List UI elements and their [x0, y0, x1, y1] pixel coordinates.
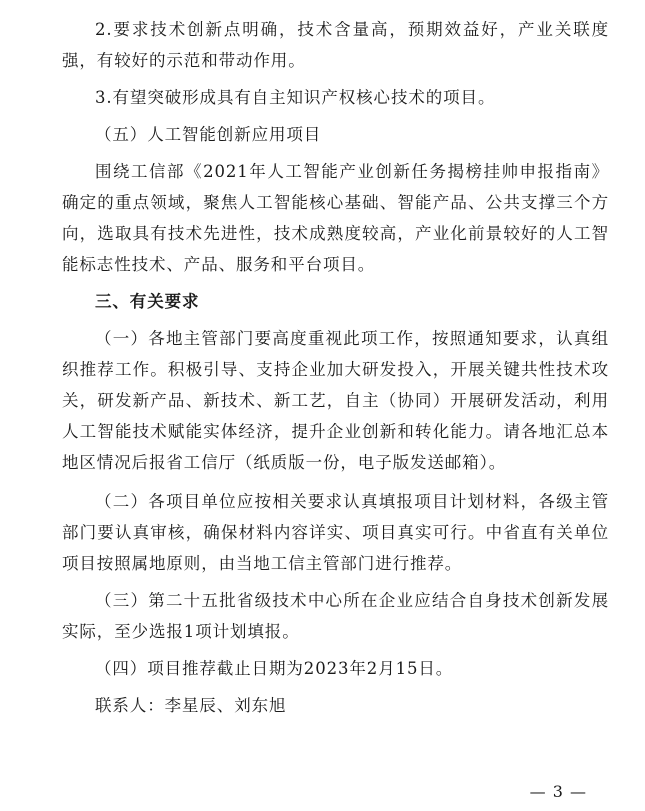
paragraph-requirement-item-3: （三）第二十五批省级技术中心所在企业应结合自身技术创新发展实际，至少选报1项计划填报。 — [62, 591, 609, 641]
paragraph-requirement-3: 3.有望突破形成具有自主知识产权核心技术的项目。 — [95, 88, 496, 107]
paragraph-requirement-item-2: （二）各项目单位应按相关要求认真填报项目计划材料，各级主管部门要认真审核，确保材料内容详实、项目真实可行。中省直有关单位项目按照属地原则，由当地工信主管部门进行推荐。 — [62, 492, 609, 573]
section-heading-requirements: 三、有关要求 — [95, 292, 200, 311]
paragraph-ai-projects: 围绕工信部《2021年人工智能产业创新任务揭榜挂帅申报指南》确定的重点领域，聚焦人工智能核心基础、智能产品、公共支撑三个方向，选取具有技术先进性，技术成熟度较高，产业化前景较好的人工智能标志性技术、产品、服务和平台项目。 — [62, 162, 609, 274]
contact-line: 联系人：李星辰、刘东旭 — [95, 696, 287, 715]
paragraph-requirement-2: 2.要求技术创新点明确，技术含量高，预期效益好，产业关联度强，有较好的示范和带动作用。 — [62, 20, 609, 70]
paragraph-requirement-item-1: （一）各地主管部门要高度重视此项工作，按照通知要求，认真组织推荐工作。积极引导、支持企业加大研发投入，开展关键共性技术攻关，研发新产品、新技术、新工艺，自主（协同）开展研发活动，利用人工智能技术赋能实体经济，提升企业创新和转化能力。请各地汇总本地区情况后报省工信厅（纸质版一份，电子版发送邮箱）。 — [62, 329, 609, 472]
subheading-ai-projects: （五）人工智能创新应用项目 — [95, 125, 322, 144]
paragraph-requirement-item-4: （四）项目推荐截止日期为2023年2月15日。 — [95, 659, 454, 678]
page-number: — 3 — — [529, 782, 587, 801]
